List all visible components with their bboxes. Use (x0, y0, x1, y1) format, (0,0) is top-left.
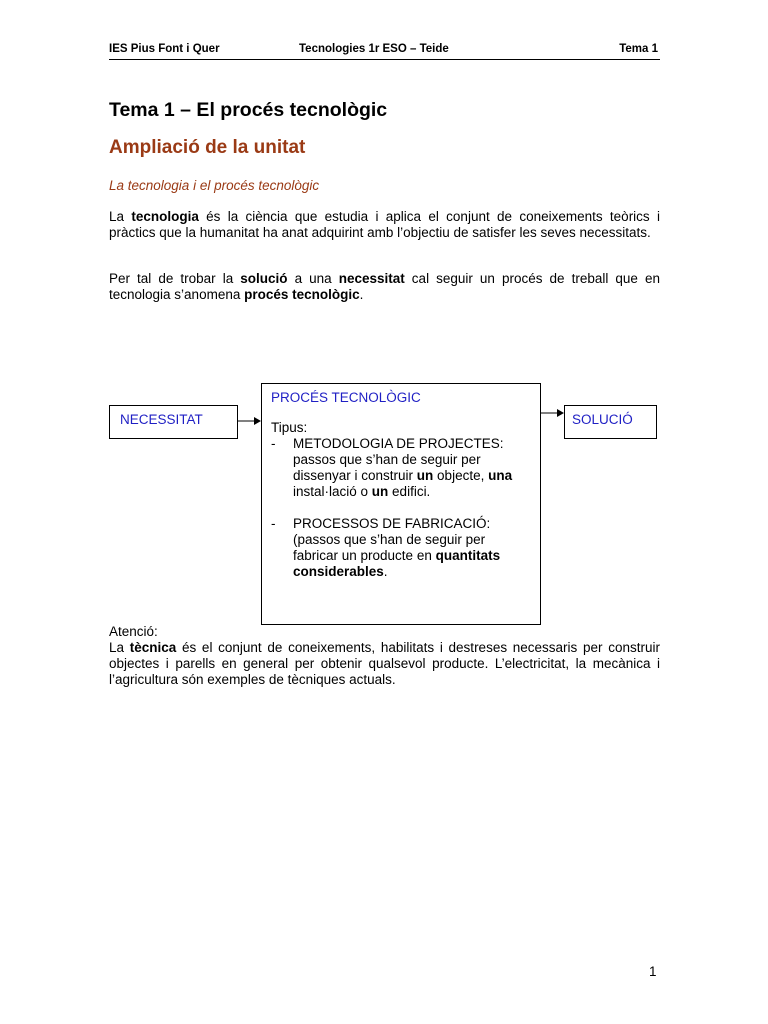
text-run: instal·lació o (293, 484, 372, 499)
list-dash: - (271, 436, 276, 451)
arrow-need-to-process (238, 416, 262, 426)
arrow-process-to-solution (541, 408, 565, 418)
text-run: . (383, 564, 388, 579)
text-run: La (109, 209, 132, 224)
process-box (261, 383, 541, 625)
text-run: és la ciència que estudia i aplica el conjunt de coneixements teòrics i pràctics que la humanitat ha anat adquirint amb l’objectiu de satisfer les seves necessitats. (109, 209, 660, 240)
solution-box (564, 405, 657, 439)
text-run: objecte, (433, 468, 489, 483)
bold-term: un (371, 484, 389, 499)
list-item-text (293, 516, 533, 580)
paragraph-tecnica (109, 640, 660, 688)
text-run: és el conjunt de coneixements, habilitats i destreses necessaris per construir objectes i parells en general per obtenir qualsevol producte. L’electricitat, la mecànica i l’agricultura són exemples de tècniques actuals. (109, 640, 660, 687)
bold-term: tècnica (129, 640, 177, 655)
header-course: Tecnologies 1r ESO – Teide (299, 43, 449, 55)
attention-label: Atenció: (109, 624, 158, 639)
bold-term: necessitat (338, 271, 405, 286)
bold-term: solució (240, 271, 288, 286)
text-run: . (359, 287, 364, 302)
list-item (271, 436, 533, 500)
header-school: IES Pius Font i Quer (109, 43, 220, 55)
item-heading: PROCESSOS DE FABRICACIÓ: (293, 516, 491, 531)
text-run: La (109, 640, 130, 655)
list-item-text (293, 436, 533, 500)
process-content (271, 390, 533, 580)
need-box (109, 405, 238, 439)
bold-term: una (488, 468, 513, 483)
page-subtitle: Ampliació de la unitat (109, 137, 306, 158)
bold-term: tecnologia (131, 209, 199, 224)
text-run: a una (287, 271, 339, 286)
text-run: Per tal de trobar la (109, 271, 241, 286)
page-title: Tema 1 – El procés tecnològic (109, 99, 388, 121)
section-heading: La tecnologia i el procés tecnològic (109, 178, 320, 193)
list-item (271, 516, 533, 580)
page-header (109, 43, 660, 60)
list-dash: - (271, 516, 276, 531)
paragraph-tecnologia (109, 209, 660, 241)
text-run: (passos que s’han de seguir per fabricar un producte en (293, 532, 486, 563)
bold-term: quantitats considerables (293, 548, 501, 579)
page-number: 1 (649, 964, 657, 979)
bold-term: un (416, 468, 434, 483)
solution-label: SOLUCIÓ (572, 412, 633, 427)
bold-term: procés tecnològic (244, 287, 360, 302)
paragraph-proces (109, 271, 660, 303)
process-title: PROCÉS TECNOLÒGIC (271, 390, 421, 405)
need-label: NECESSITAT (120, 412, 203, 427)
item-heading: METODOLOGIA DE PROJECTES: (293, 436, 504, 451)
types-label: Tipus: (271, 420, 308, 435)
text-run: edifici. (388, 484, 431, 499)
header-topic: Tema 1 (619, 43, 658, 55)
text-run: cal seguir un procés de treball que en tecnologia s’anomena (109, 271, 660, 302)
text-run: passos que s’han de seguir per dissenyar i construir (293, 452, 481, 483)
